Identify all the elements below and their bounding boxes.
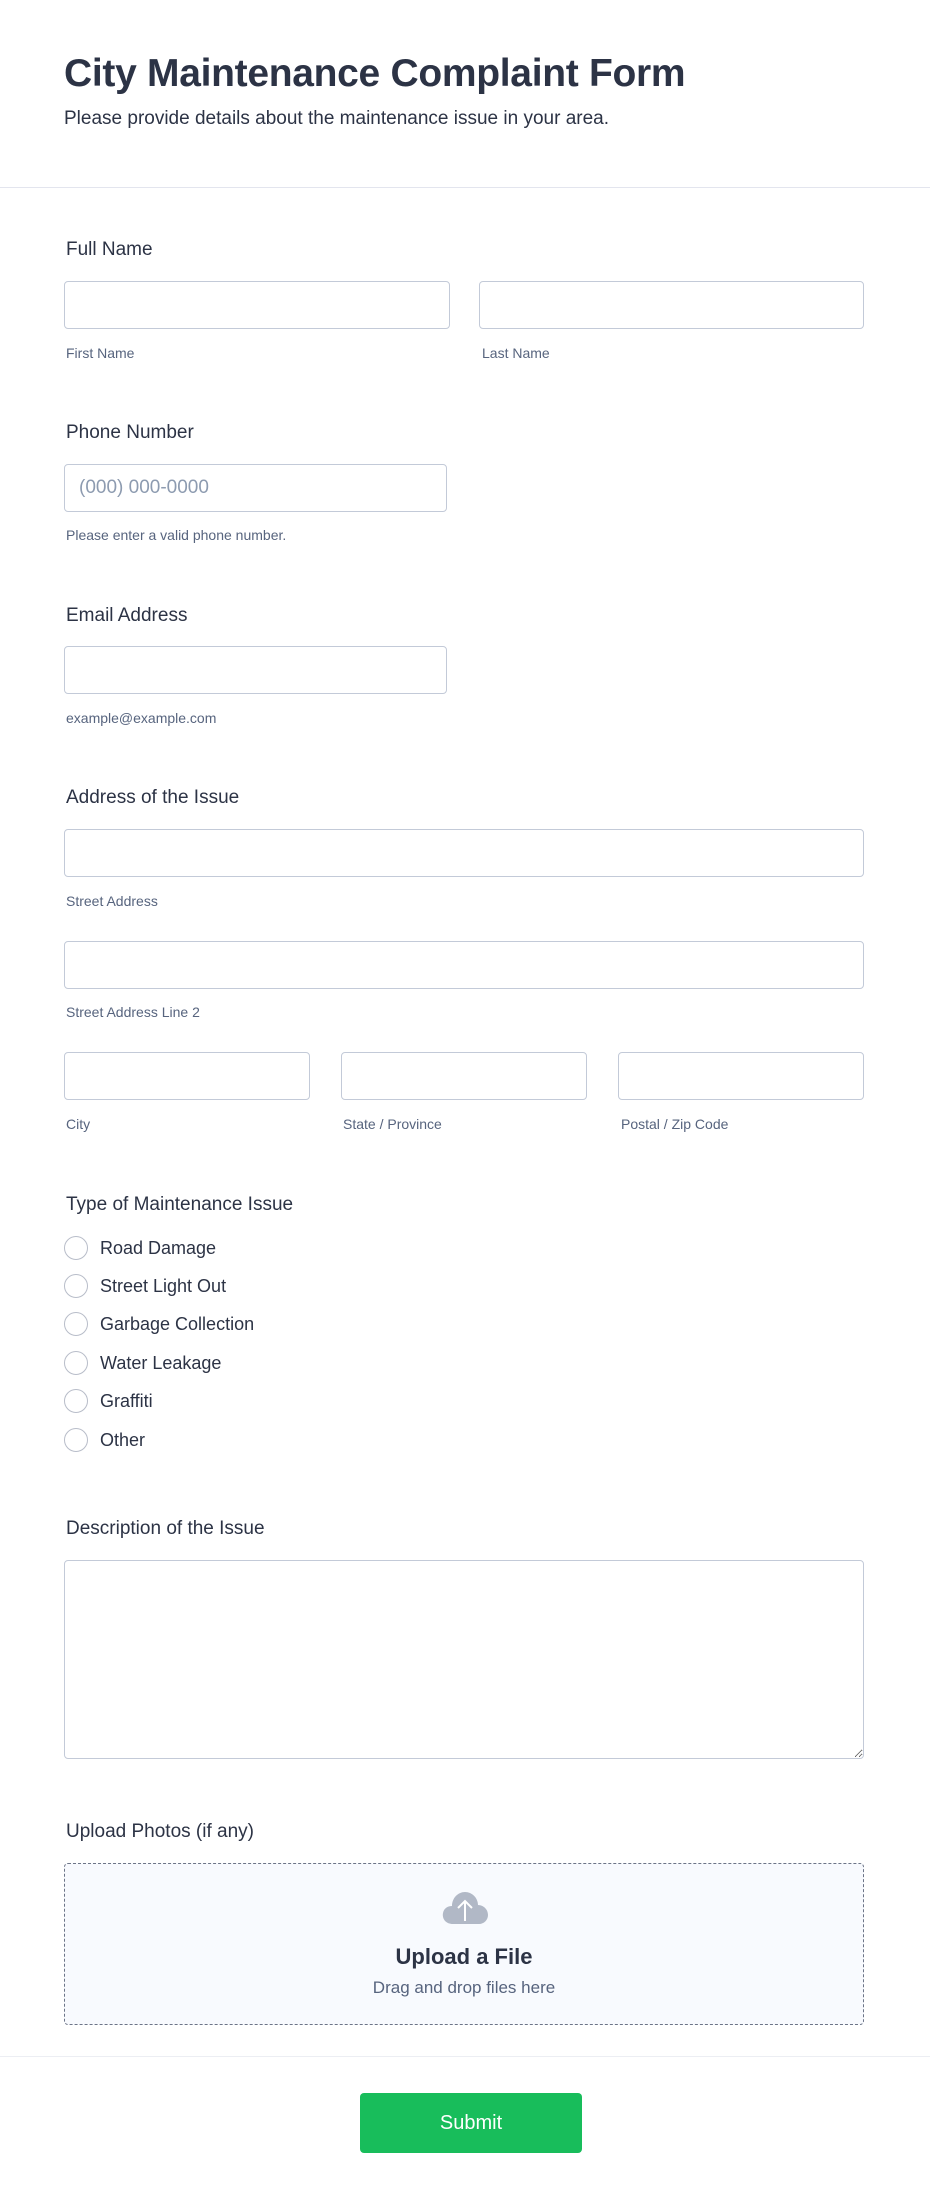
page-title: City Maintenance Complaint Form [64,52,686,95]
full-name-label: Full Name [66,239,153,260]
phone-helper: Please enter a valid phone number. [66,527,287,543]
address-label: Address of the Issue [66,787,240,808]
issue-type-label: Type of Maintenance Issue [66,1194,294,1215]
street-address-input[interactable] [64,829,864,877]
upload-title: Upload a File [395,1944,533,1969]
radio-circle[interactable] [64,1351,88,1375]
description-textarea[interactable] [64,1560,864,1759]
header-divider [0,187,930,188]
radio-road-damage[interactable] [64,1234,216,1262]
last-name-input[interactable] [479,281,864,329]
cloud-upload-icon [441,1890,489,1926]
radio-circle[interactable] [64,1428,88,1452]
postal-code-sublabel: Postal / Zip Code [621,1116,729,1132]
city-sublabel: City [66,1116,91,1132]
radio-label: Other [100,1429,146,1450]
radio-label: Garbage Collection [100,1313,255,1334]
email-label: Email Address [66,605,188,626]
email-input[interactable] [64,646,447,694]
radio-circle[interactable] [64,1236,88,1260]
submit-button[interactable]: Submit [360,2093,582,2153]
state-sublabel: State / Province [343,1116,442,1132]
radio-label: Street Light Out [100,1275,227,1296]
radio-water-leakage[interactable] [64,1349,221,1377]
city-input[interactable] [64,1052,310,1100]
postal-code-input[interactable] [618,1052,864,1100]
last-name-sublabel: Last Name [482,345,550,361]
email-helper: example@example.com [66,710,217,726]
radio-circle[interactable] [64,1274,88,1298]
first-name-input[interactable] [64,281,450,329]
radio-garbage-collection[interactable] [64,1310,254,1338]
street-address-sublabel: Street Address [66,893,158,909]
radio-label: Road Damage [100,1237,217,1258]
page-subtitle: Please provide details about the maintenance issue in your area. [64,108,610,129]
footer-divider [0,2056,930,2057]
radio-label: Water Leakage [100,1352,222,1373]
state-input[interactable] [341,1052,587,1100]
radio-circle[interactable] [64,1312,88,1336]
file-dropzone[interactable] [64,1863,864,2025]
radio-street-light-out[interactable] [64,1272,226,1300]
radio-label: Graffiti [100,1390,153,1411]
upload-hint: Drag and drop files here [372,1978,556,1997]
description-label: Description of the Issue [66,1518,265,1539]
first-name-sublabel: First Name [66,345,135,361]
radio-graffiti[interactable] [64,1387,153,1415]
phone-input[interactable] [64,464,447,512]
radio-circle[interactable] [64,1389,88,1413]
phone-label: Phone Number [66,422,194,443]
street-address-line2-sublabel: Street Address Line 2 [66,1004,200,1020]
radio-other[interactable] [64,1426,145,1454]
upload-label: Upload Photos (if any) [66,1821,254,1842]
street-address-line2-input[interactable] [64,941,864,989]
